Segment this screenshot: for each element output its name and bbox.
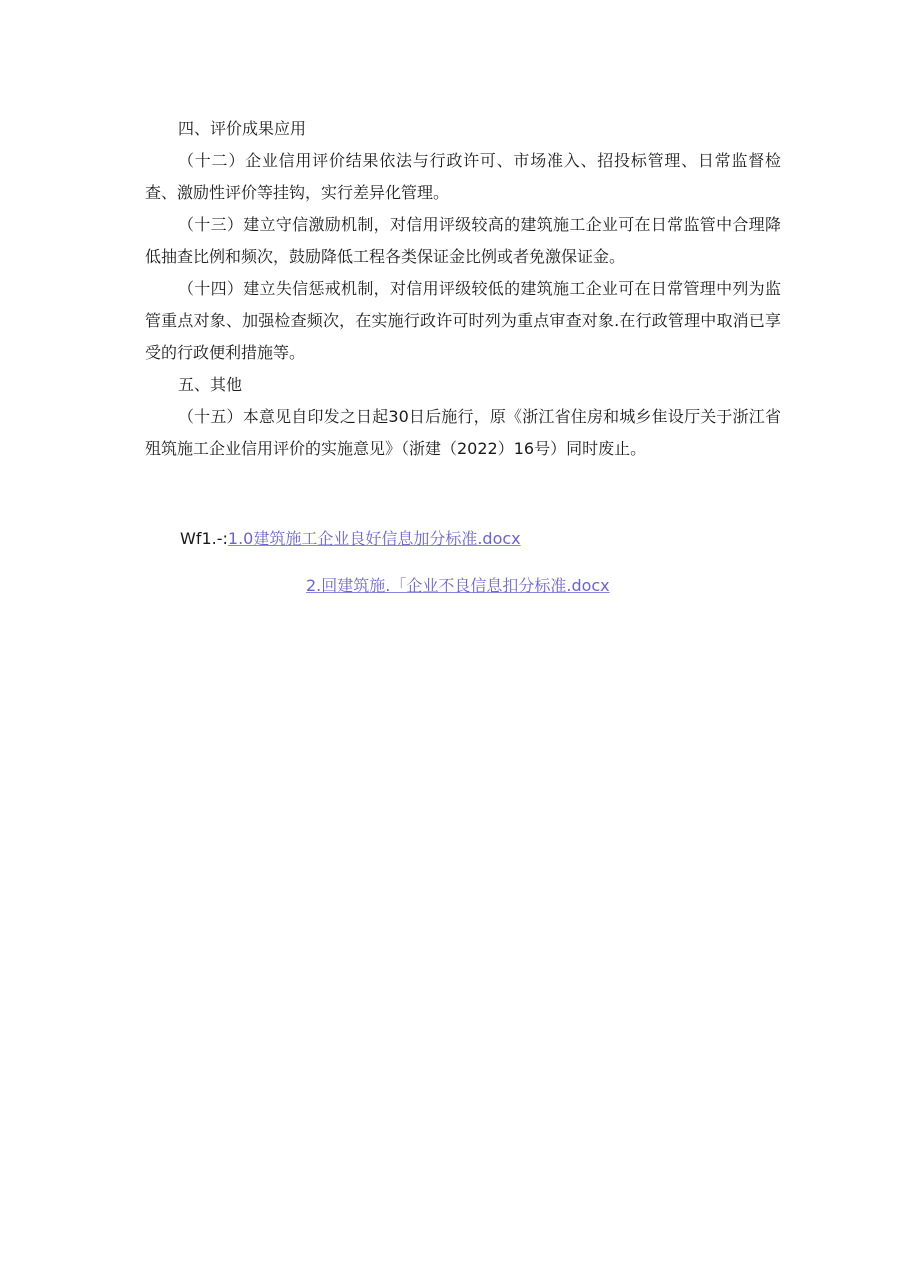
section-heading-4: 四、评价成果应用 — [178, 119, 307, 138]
document-body — [145, 113, 781, 465]
attachment-row-1 — [180, 528, 521, 550]
clause-14: （十四）建立失信惩戒机制，对信用评级较低的建筑施工企业可在日常管理中列为监管重点对象、加强检查频次，在实施行政许可时列为重点审查对象.在行政管理中取消已享受的行政便利措施等。 — [145, 279, 781, 362]
attachment-link-1[interactable]: 1.0建筑施工企业良好信息加分标准.docx — [227, 529, 521, 548]
clause-15: （十五）本意见自印发之日起30日后施行，原《浙江省住房和城乡隹设厅关于浙江省殂筑施工企业信用评价的实施意见》（浙建（2022）16号）同时废止。 — [145, 407, 781, 458]
attachment-link-2[interactable]: 2.回建筑施.「企业不良信息扣分标准.docx — [306, 576, 610, 595]
clause-13: （十三）建立守信激励机制，对信用评级较高的建筑施工企业可在日常监管中合理降低抽查比例和频次，鼓励降低工程各类保证金比例或者免激保证金。 — [145, 215, 781, 266]
section-heading-5: 五、其他 — [178, 375, 243, 394]
attachment-prefix: Wf1.-: — [180, 529, 228, 548]
attachment-row-2 — [306, 575, 610, 597]
clause-12: （十二）企业信用评价结果依法与行政许可、市场准入、招投标管理、日常监督检查、激励性评价等挂钩，实行差异化管理。 — [145, 151, 781, 202]
